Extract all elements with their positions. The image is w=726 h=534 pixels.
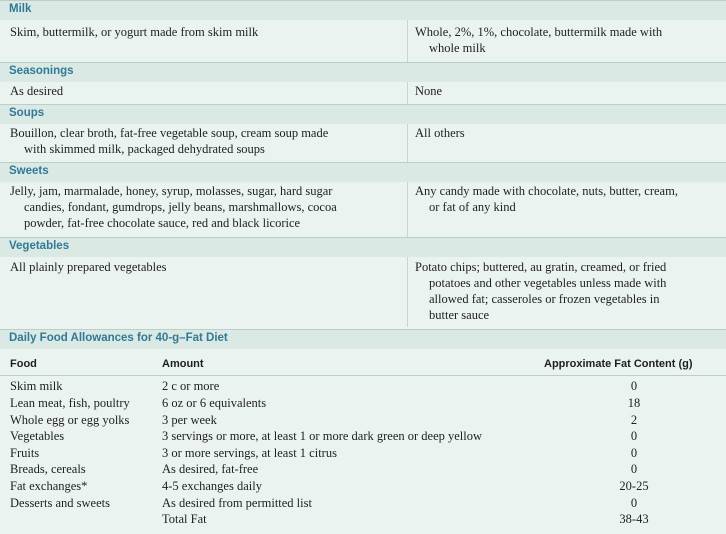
section-row-soups [0,125,726,161]
cell-line: Potato chips; buttered, au gratin, creamed, or fried [415,260,667,274]
avoid-cell [415,259,715,323]
fat-cell: 0 [630,462,638,476]
header-amount: Amount [162,358,204,370]
cell-line: allowed fat; casseroles or frozen vegetables in [429,292,660,306]
table-row [0,478,726,495]
food-cell: Whole egg or egg yolks [10,413,130,427]
amount-cell: 4-5 exchanges daily [162,479,262,493]
section-title: Soups [9,107,45,119]
cell-line: Jelly, jam, marmalade, honey, syrup, molasses, sugar, hard sugar [10,184,333,198]
fat-cell: 0 [630,429,638,443]
fat-cell: 2 [630,413,638,427]
cell-line: powder, fat-free chocolate sauce, red and black licorice [24,216,301,230]
fat-cell: 0 [630,446,638,460]
cell-line: potatoes and other vegetables unless made with [429,276,667,290]
cell-line: As desired [10,84,64,98]
table-row [0,378,726,395]
cell-line: None [415,84,443,98]
column-divider [407,124,408,162]
section-row-seasonings [0,83,726,103]
fat-cell: 0 [630,379,638,393]
cell-line: butter sauce [429,308,490,322]
fat-cell: 18 [627,396,641,410]
header-fat: Approximate Fat Content (g) [544,358,693,370]
section-title: Milk [9,3,32,15]
section-header-sweets [0,162,726,182]
column-divider [407,20,408,62]
food-cell: Fat exchanges* [10,479,88,493]
table-row [0,428,726,445]
cell-line: with skimmed milk, packaged dehydrated soups [24,142,265,156]
section-title: Vegetables [9,240,70,252]
amount-cell: 6 oz or 6 equivalents [162,396,267,410]
table-row [0,395,726,412]
amount-cell: 3 or more servings, at least 1 citrus [162,446,337,460]
cell-line: whole milk [429,41,486,55]
section-title: Seasonings [9,65,74,77]
avoid-cell [415,125,715,141]
column-divider [407,257,408,327]
cell-line: All plainly prepared vegetables [10,260,167,274]
section-row-sweets [0,183,726,237]
allowances-title-bar [0,329,726,349]
section-row-milk [0,24,726,60]
food-cell: Desserts and sweets [10,496,110,510]
food-cell: Fruits [10,446,40,460]
fat-cell: 20-25 [619,479,649,493]
section-header-milk [0,0,726,20]
table-row [0,412,726,429]
food-cell: Breads, cereals [10,462,86,476]
cell-line: Whole, 2%, 1%, chocolate, buttermilk made with [415,25,663,39]
section-header-vegetables [0,237,726,257]
allowed-cell [10,125,400,157]
table-row [0,495,726,512]
table-row-total [0,511,726,528]
section-header-soups [0,104,726,124]
allowed-cell [10,83,400,99]
allowed-cell [10,24,400,40]
food-cell: Lean meat, fish, poultry [10,396,130,410]
amount-cell: 2 c or more [162,379,220,393]
food-cell: Vegetables [10,429,65,443]
section-header-seasonings [0,62,726,82]
amount-cell: 3 servings or more, at least 1 or more dark green or deep yellow [162,429,483,443]
column-divider [407,182,408,237]
allowed-cell [10,259,400,275]
cell-line: Skim, buttermilk, or yogurt made from skim milk [10,25,259,39]
cell-line: candies, fondant, gumdrops, jelly beans, marshmallows, cocoa [24,200,337,214]
table-row [0,461,726,478]
avoid-cell [415,83,715,99]
amount-cell: As desired from permitted list [162,496,312,510]
cell-line: All others [415,126,465,140]
avoid-cell [415,24,715,56]
amount-cell: As desired, fat-free [162,462,259,476]
fat-cell: 0 [630,496,638,510]
total-label: Total Fat [162,512,207,526]
cell-line: or fat of any kind [429,200,516,214]
total-fat-value: 38-43 [619,512,649,526]
avoid-cell [415,183,715,215]
amount-cell: 3 per week [162,413,217,427]
header-rule [0,375,726,376]
allowances-title: Daily Food Allowances for 40-g–Fat Diet [9,332,228,344]
food-cell: Skim milk [10,379,63,393]
column-divider [407,82,408,104]
header-food: Food [10,358,37,370]
section-row-vegetables [0,259,726,327]
section-title: Sweets [9,165,49,177]
allowed-cell [10,183,400,231]
cell-line: Any candy made with chocolate, nuts, butter, cream, [415,184,678,198]
table-row [0,445,726,462]
cell-line: Bouillon, clear broth, fat-free vegetable soup, cream soup made [10,126,329,140]
